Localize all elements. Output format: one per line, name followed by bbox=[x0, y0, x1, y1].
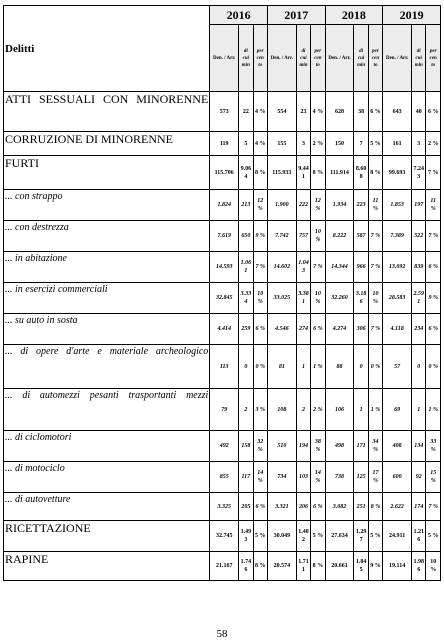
row-label: RICETTAZIONE bbox=[4, 521, 210, 552]
cell-percent: 6 % bbox=[426, 314, 441, 345]
cell-minors: 1.845 bbox=[354, 552, 368, 581]
cell-percent: 0 % bbox=[368, 345, 382, 389]
cell-minors: 1.043 bbox=[296, 252, 310, 283]
cell-percent: 8 % bbox=[253, 156, 267, 190]
column-subheader: di cui min bbox=[412, 25, 426, 92]
cell-den-arr: 492 bbox=[210, 431, 239, 462]
cell-percent: 4 % bbox=[311, 92, 325, 132]
table-row bbox=[4, 521, 441, 552]
cell-percent: 5 % bbox=[311, 521, 325, 552]
cell-minors: 1.061 bbox=[239, 252, 253, 283]
cell-minors: 1 bbox=[296, 345, 310, 389]
cell-den-arr: 69 bbox=[383, 389, 412, 431]
cell-minors: 1.493 bbox=[239, 521, 253, 552]
cell-percent: 11 % bbox=[368, 190, 382, 221]
cell-minors: 522 bbox=[412, 221, 426, 252]
cell-minors: 234 bbox=[412, 314, 426, 345]
cell-den-arr: 1.824 bbox=[210, 190, 239, 221]
row-label: ... di autovetture bbox=[4, 493, 210, 521]
row-label: ... di automezzi pesanti trasportanti mezzi bbox=[4, 389, 210, 431]
cell-minors: 197 bbox=[412, 190, 426, 221]
cell-minors: 650 bbox=[239, 221, 253, 252]
cell-percent: 2 % bbox=[311, 132, 325, 156]
cell-den-arr: 4.546 bbox=[267, 314, 296, 345]
cell-minors: 2 bbox=[296, 389, 310, 431]
cell-percent: 33 % bbox=[426, 431, 441, 462]
cell-den-arr: 4.118 bbox=[383, 314, 412, 345]
table-row bbox=[4, 493, 441, 521]
cell-percent: 7 % bbox=[311, 252, 325, 283]
cell-percent: 0 % bbox=[426, 345, 441, 389]
cell-percent: 1 % bbox=[311, 345, 325, 389]
table-row bbox=[4, 190, 441, 221]
cell-percent: 5 % bbox=[426, 521, 441, 552]
cell-percent: 5 % bbox=[368, 132, 382, 156]
cell-minors: 117 bbox=[239, 462, 253, 493]
cell-percent: 9 % bbox=[368, 552, 382, 581]
cell-percent: 9 % bbox=[253, 221, 267, 252]
cell-minors: 839 bbox=[412, 252, 426, 283]
cell-percent: 14 % bbox=[253, 462, 267, 493]
cell-percent: 10 % bbox=[311, 221, 325, 252]
cell-minors: 1.711 bbox=[296, 552, 310, 581]
cell-den-arr: 8.222 bbox=[325, 221, 354, 252]
cell-minors: 1.746 bbox=[239, 552, 253, 581]
cell-minors: 5 bbox=[239, 132, 253, 156]
cell-percent: 15 % bbox=[426, 462, 441, 493]
cell-percent: 1 % bbox=[368, 389, 382, 431]
cell-minors: 40 bbox=[412, 92, 426, 132]
cell-percent: 6 % bbox=[311, 314, 325, 345]
table-row bbox=[4, 389, 441, 431]
delitti-header: Delitti bbox=[4, 6, 210, 92]
cell-den-arr: 855 bbox=[210, 462, 239, 493]
year-header: 2017 bbox=[267, 6, 325, 25]
cell-den-arr: 738 bbox=[325, 462, 354, 493]
cell-den-arr: 119 bbox=[210, 132, 239, 156]
row-label: ... con destrezza bbox=[4, 221, 210, 252]
column-subheader: per cen to bbox=[426, 25, 441, 92]
table-row bbox=[4, 132, 441, 156]
cell-percent: 2 % bbox=[426, 132, 441, 156]
cell-den-arr: 99.693 bbox=[383, 156, 412, 190]
year-header: 2018 bbox=[325, 6, 383, 25]
cell-percent: 5 % bbox=[253, 521, 267, 552]
table-row bbox=[4, 552, 441, 581]
cell-minors: 274 bbox=[296, 314, 310, 345]
cell-den-arr: 4.274 bbox=[325, 314, 354, 345]
cell-den-arr: 1.900 bbox=[267, 190, 296, 221]
year-header-row bbox=[4, 6, 441, 25]
cell-den-arr: 115.933 bbox=[267, 156, 296, 190]
cell-den-arr: 79 bbox=[210, 389, 239, 431]
cell-den-arr: 554 bbox=[267, 92, 296, 132]
cell-percent: 8 % bbox=[311, 552, 325, 581]
cell-percent: 10 % bbox=[426, 552, 441, 581]
cell-den-arr: 7.619 bbox=[210, 221, 239, 252]
cell-percent: 7 % bbox=[368, 221, 382, 252]
cell-den-arr: 115.706 bbox=[210, 156, 239, 190]
cell-den-arr: 643 bbox=[383, 92, 412, 132]
cell-minors: 2.591 bbox=[412, 283, 426, 314]
cell-minors: 251 bbox=[354, 493, 368, 521]
table-row bbox=[4, 252, 441, 283]
cell-minors: 205 bbox=[239, 493, 253, 521]
cell-percent: 6 % bbox=[426, 92, 441, 132]
cell-den-arr: 573 bbox=[210, 92, 239, 132]
cell-minors: 1.297 bbox=[354, 521, 368, 552]
cell-den-arr: 161 bbox=[383, 132, 412, 156]
cell-den-arr: 7.389 bbox=[383, 221, 412, 252]
cell-percent: 38 % bbox=[311, 431, 325, 462]
cell-den-arr: 28.583 bbox=[383, 283, 412, 314]
cell-den-arr: 32.745 bbox=[210, 521, 239, 552]
cell-percent: 8 % bbox=[368, 156, 382, 190]
cell-minors: 103 bbox=[296, 462, 310, 493]
cell-minors: 3 bbox=[296, 132, 310, 156]
cell-den-arr: 7.742 bbox=[267, 221, 296, 252]
column-subheader: di cui min bbox=[239, 25, 253, 92]
cell-minors: 171 bbox=[354, 431, 368, 462]
row-label: RAPINE bbox=[4, 552, 210, 581]
column-subheader: Den. / Arr. bbox=[267, 25, 296, 92]
table-row bbox=[4, 221, 441, 252]
cell-den-arr: 2.622 bbox=[383, 493, 412, 521]
cell-percent: 12 % bbox=[253, 190, 267, 221]
cell-minors: 9.064 bbox=[239, 156, 253, 190]
cell-percent: 6 % bbox=[311, 493, 325, 521]
cell-percent: 34 % bbox=[368, 431, 382, 462]
cell-minors: 3.381 bbox=[296, 283, 310, 314]
row-label: ... in esercizi commerciali bbox=[4, 283, 210, 314]
cell-den-arr: 498 bbox=[325, 431, 354, 462]
cell-minors: 966 bbox=[354, 252, 368, 283]
cell-minors: 3 bbox=[412, 132, 426, 156]
cell-percent: 6 % bbox=[253, 314, 267, 345]
cell-minors: 9.441 bbox=[296, 156, 310, 190]
table-row bbox=[4, 314, 441, 345]
cell-minors: 7 bbox=[354, 132, 368, 156]
cell-minors: 0 bbox=[354, 345, 368, 389]
cell-percent: 7 % bbox=[426, 221, 441, 252]
cell-den-arr: 32.845 bbox=[210, 283, 239, 314]
column-subheader: Den. / Arr. bbox=[325, 25, 354, 92]
cell-percent: 4 % bbox=[253, 92, 267, 132]
cell-den-arr: 510 bbox=[267, 431, 296, 462]
cell-minors: 194 bbox=[296, 431, 310, 462]
cell-den-arr: 13.092 bbox=[383, 252, 412, 283]
row-label: ... di ciclomotori bbox=[4, 431, 210, 462]
year-header: 2016 bbox=[210, 6, 268, 25]
cell-percent: 14 % bbox=[311, 462, 325, 493]
row-label: ... con strappo bbox=[4, 190, 210, 221]
cell-percent: 7 % bbox=[426, 156, 441, 190]
cell-den-arr: 21.167 bbox=[210, 552, 239, 581]
cell-percent: 8 % bbox=[368, 493, 382, 521]
cell-den-arr: 3.325 bbox=[210, 493, 239, 521]
cell-den-arr: 20.661 bbox=[325, 552, 354, 581]
row-label: ... in abitazione bbox=[4, 252, 210, 283]
cell-percent: 7 % bbox=[368, 252, 382, 283]
cell-minors: 1.216 bbox=[412, 521, 426, 552]
cell-minors: 22 bbox=[239, 92, 253, 132]
cell-percent: 5 % bbox=[368, 521, 382, 552]
column-subheader: di cui min bbox=[296, 25, 310, 92]
table-row bbox=[4, 156, 441, 190]
cell-percent: 7 % bbox=[426, 493, 441, 521]
cell-den-arr: 3.082 bbox=[325, 493, 354, 521]
cell-percent: 8 % bbox=[311, 156, 325, 190]
cell-percent: 0 % bbox=[253, 345, 267, 389]
cell-minors: 213 bbox=[239, 190, 253, 221]
cell-den-arr: 150 bbox=[325, 132, 354, 156]
cell-minors: 306 bbox=[354, 314, 368, 345]
cell-den-arr: 57 bbox=[383, 345, 412, 389]
cell-den-arr: 32.260 bbox=[325, 283, 354, 314]
cell-den-arr: 14.344 bbox=[325, 252, 354, 283]
cell-percent: 10 % bbox=[368, 283, 382, 314]
cell-den-arr: 628 bbox=[325, 92, 354, 132]
cell-den-arr: 19.114 bbox=[383, 552, 412, 581]
page-number: 58 bbox=[216, 628, 228, 640]
cell-den-arr: 24.911 bbox=[383, 521, 412, 552]
cell-minors: 7.243 bbox=[412, 156, 426, 190]
cell-den-arr: 3.321 bbox=[267, 493, 296, 521]
cell-minors: 1.986 bbox=[412, 552, 426, 581]
cell-minors: 134 bbox=[412, 431, 426, 462]
cell-den-arr: 88 bbox=[325, 345, 354, 389]
cell-den-arr: 30.049 bbox=[267, 521, 296, 552]
table-row bbox=[4, 345, 441, 389]
cell-den-arr: 111.914 bbox=[325, 156, 354, 190]
cell-percent: 10 % bbox=[253, 283, 267, 314]
year-header: 2019 bbox=[383, 6, 441, 25]
cell-den-arr: 33.025 bbox=[267, 283, 296, 314]
cell-percent: 6 % bbox=[426, 252, 441, 283]
cell-minors: 206 bbox=[296, 493, 310, 521]
cell-percent: 11 % bbox=[426, 190, 441, 221]
cell-minors: 0 bbox=[239, 345, 253, 389]
row-label: FURTI bbox=[4, 156, 210, 190]
cell-percent: 6 % bbox=[368, 92, 382, 132]
column-subheader: Den. / Arr. bbox=[210, 25, 239, 92]
cell-percent: 4 % bbox=[253, 132, 267, 156]
column-subheader: di cui min bbox=[354, 25, 368, 92]
cell-minors: 223 bbox=[354, 190, 368, 221]
cell-minors: 1 bbox=[354, 389, 368, 431]
row-label: ... di opere d'arte e materiale archeologico bbox=[4, 345, 210, 389]
column-subheader: per cen to bbox=[368, 25, 382, 92]
cell-den-arr: 20.574 bbox=[267, 552, 296, 581]
cell-percent: 3 % bbox=[253, 389, 267, 431]
row-label: ... di motociclo bbox=[4, 462, 210, 493]
cell-percent: 32 % bbox=[253, 431, 267, 462]
cell-minors: 0 bbox=[412, 345, 426, 389]
cell-den-arr: 113 bbox=[210, 345, 239, 389]
row-label: ATTI SESSUALI CON MINORENNE bbox=[4, 92, 210, 132]
column-subheader: per cen to bbox=[311, 25, 325, 92]
cell-minors: 174 bbox=[412, 493, 426, 521]
cell-den-arr: 734 bbox=[267, 462, 296, 493]
table-row bbox=[4, 92, 441, 132]
table-row bbox=[4, 462, 441, 493]
cell-percent: 17 % bbox=[368, 462, 382, 493]
cell-den-arr: 4.414 bbox=[210, 314, 239, 345]
cell-minors: 8.608 bbox=[354, 156, 368, 190]
cell-minors: 92 bbox=[412, 462, 426, 493]
table-row bbox=[4, 431, 441, 462]
cell-minors: 3.334 bbox=[239, 283, 253, 314]
cell-percent: 1 % bbox=[426, 389, 441, 431]
cell-den-arr: 14.602 bbox=[267, 252, 296, 283]
cell-minors: 38 bbox=[354, 92, 368, 132]
cell-den-arr: 1.853 bbox=[383, 190, 412, 221]
crime-statistics-table bbox=[3, 5, 441, 581]
row-label: ... su auto in sosta bbox=[4, 314, 210, 345]
column-subheader: per cen to bbox=[253, 25, 267, 92]
cell-minors: 2 bbox=[239, 389, 253, 431]
cell-minors: 222 bbox=[296, 190, 310, 221]
row-label: CORRUZIONE DI MINORENNE bbox=[4, 132, 210, 156]
column-subheader: Den. / Arr. bbox=[383, 25, 412, 92]
cell-minors: 125 bbox=[354, 462, 368, 493]
table-row bbox=[4, 283, 441, 314]
cell-minors: 1 bbox=[412, 389, 426, 431]
cell-percent: 8 % bbox=[253, 552, 267, 581]
cell-percent: 7 % bbox=[253, 252, 267, 283]
cell-den-arr: 600 bbox=[383, 462, 412, 493]
cell-percent: 12 % bbox=[311, 190, 325, 221]
cell-den-arr: 408 bbox=[383, 431, 412, 462]
cell-percent: 9 % bbox=[426, 283, 441, 314]
cell-den-arr: 27.634 bbox=[325, 521, 354, 552]
cell-percent: 7 % bbox=[368, 314, 382, 345]
cell-minors: 757 bbox=[296, 221, 310, 252]
cell-minors: 259 bbox=[239, 314, 253, 345]
cell-minors: 3.186 bbox=[354, 283, 368, 314]
cell-den-arr: 155 bbox=[267, 132, 296, 156]
cell-den-arr: 1.934 bbox=[325, 190, 354, 221]
cell-minors: 1.482 bbox=[296, 521, 310, 552]
cell-den-arr: 108 bbox=[267, 389, 296, 431]
cell-minors: 23 bbox=[296, 92, 310, 132]
cell-den-arr: 106 bbox=[325, 389, 354, 431]
cell-den-arr: 81 bbox=[267, 345, 296, 389]
cell-percent: 2 % bbox=[311, 389, 325, 431]
cell-percent: 10 % bbox=[311, 283, 325, 314]
cell-minors: 587 bbox=[354, 221, 368, 252]
cell-percent: 6 % bbox=[253, 493, 267, 521]
cell-minors: 158 bbox=[239, 431, 253, 462]
cell-den-arr: 14.593 bbox=[210, 252, 239, 283]
